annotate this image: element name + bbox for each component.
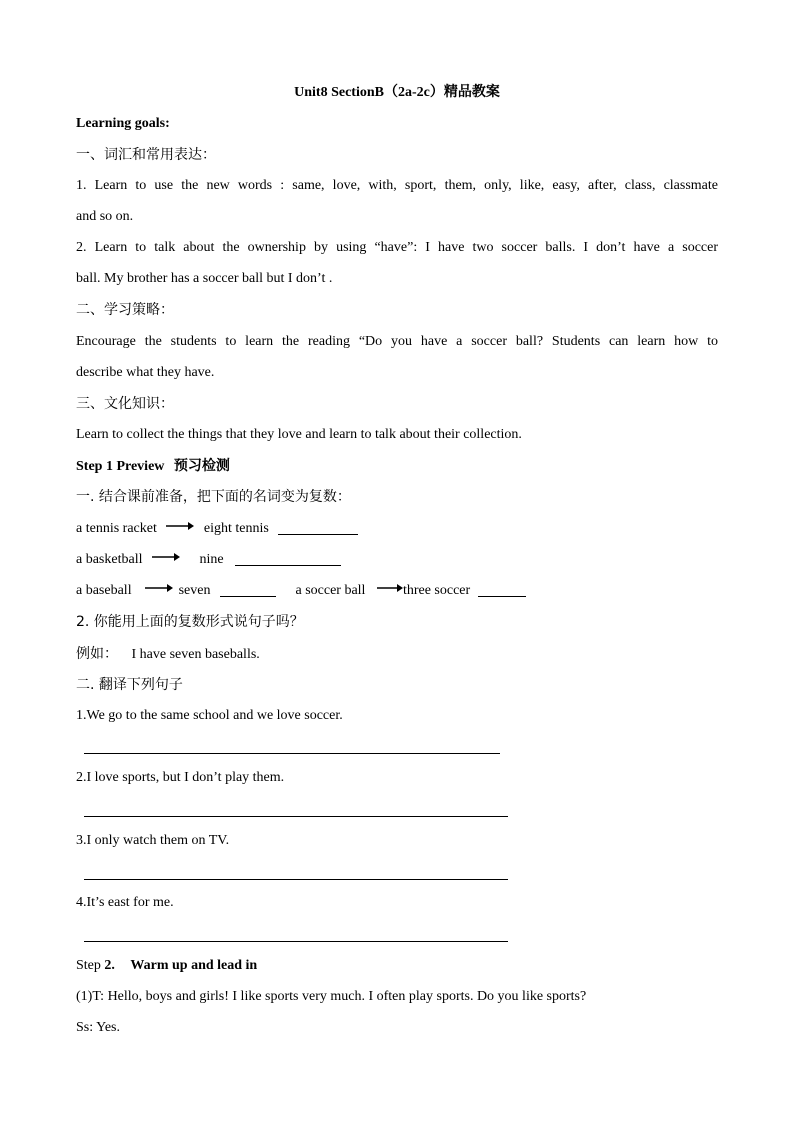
goal2-text-cont: ball. My brother has a soccer ball but I don’t . — [76, 271, 333, 286]
section-heading-vocabulary: 一、词汇和常用表达： — [76, 147, 216, 163]
plural-item-text: a soccer ball — [295, 583, 366, 598]
goal2-text: 2. Learn to talk about the ownership by using “have”: I have two soccer balls. I don’t have a soccer — [76, 240, 718, 255]
step1-part1-instruction: 一. 结合课前准备，把下面的名词变为复数： — [76, 489, 351, 505]
answer-line-2[interactable] — [84, 816, 508, 817]
section-heading-culture: 三、文化知识： — [76, 396, 174, 412]
step1-heading-en: Step 1 Preview — [76, 459, 165, 474]
step2-heading — [76, 957, 718, 975]
answer-blank[interactable] — [478, 582, 526, 597]
translate-sentence-1: 1.We go to the same school and we love soccer. — [76, 708, 343, 723]
plural-answer-prompt: eight tennis — [203, 521, 269, 536]
answer-blank[interactable] — [220, 582, 276, 597]
answer-line-1[interactable] — [84, 753, 500, 754]
plural-answer-prompt: seven — [178, 583, 211, 598]
plural-row-1 — [76, 520, 718, 538]
document-title: Unit8 SectionB（2a-2c）精品教案 — [294, 85, 500, 100]
goal1-text-cont: and so on. — [76, 209, 134, 224]
plural-answer-prompt: nine — [199, 552, 224, 567]
step2-number: 2. — [104, 958, 115, 973]
section-heading-strategy: 二、学习策略： — [76, 302, 174, 318]
plural-item-text: a tennis racket — [76, 521, 157, 536]
strategy-text-cont: describe what they have. — [76, 365, 215, 380]
step2-prefix: Step — [76, 958, 101, 973]
strategy-text: Encourage the students to learn the reading “Do you have a soccer ball? Students can learn how to — [76, 334, 718, 349]
right-arrow-icon — [377, 584, 403, 592]
culture-text: Learn to collect the things that they love and learn to talk about their collection. — [76, 427, 522, 442]
plural-row-3 — [76, 582, 718, 600]
right-arrow-icon — [152, 553, 180, 561]
dialog-students-line: Ss: Yes. — [76, 1020, 120, 1035]
step2-title: Warm up and lead in — [130, 958, 258, 973]
right-arrow-icon — [166, 522, 194, 530]
translate-sentence-4: 4.It’s east for me. — [76, 895, 174, 910]
plural-item-text: a baseball — [76, 583, 132, 598]
step1-heading — [76, 457, 718, 476]
step1-question2: 2. 你能用上面的复数形式说句子吗？ — [76, 614, 304, 630]
example-text: I have seven baseballs. — [131, 647, 260, 662]
dialog-teacher-line: (1)T: Hello, boys and girls! I like sports very much. I often play sports. Do you like sports? — [76, 989, 587, 1004]
step1-heading-cn: 预习检测 — [173, 458, 230, 474]
plural-item-text: a basketball — [76, 552, 143, 567]
goal1-text: 1. Learn to use the new words : same, love, with, sport, them, only, like, easy, after, class, classmate — [76, 178, 718, 193]
plural-row-2 — [76, 551, 718, 569]
learning-goals-heading: Learning goals: — [76, 116, 170, 131]
example-line — [76, 645, 718, 664]
answer-line-4[interactable] — [84, 941, 508, 942]
example-label: 例如： — [76, 646, 118, 662]
translate-sentence-2: 2.I love sports, but I don’t play them. — [76, 770, 285, 785]
right-arrow-icon — [145, 584, 173, 592]
answer-blank[interactable] — [278, 520, 358, 535]
translate-sentence-3: 3.I only watch them on TV. — [76, 833, 230, 848]
answer-blank[interactable] — [235, 551, 341, 566]
plural-answer-prompt: three soccer — [402, 583, 471, 598]
answer-line-3[interactable] — [84, 879, 508, 880]
step1-part2-instruction: 二. 翻译下列句子 — [76, 677, 183, 693]
